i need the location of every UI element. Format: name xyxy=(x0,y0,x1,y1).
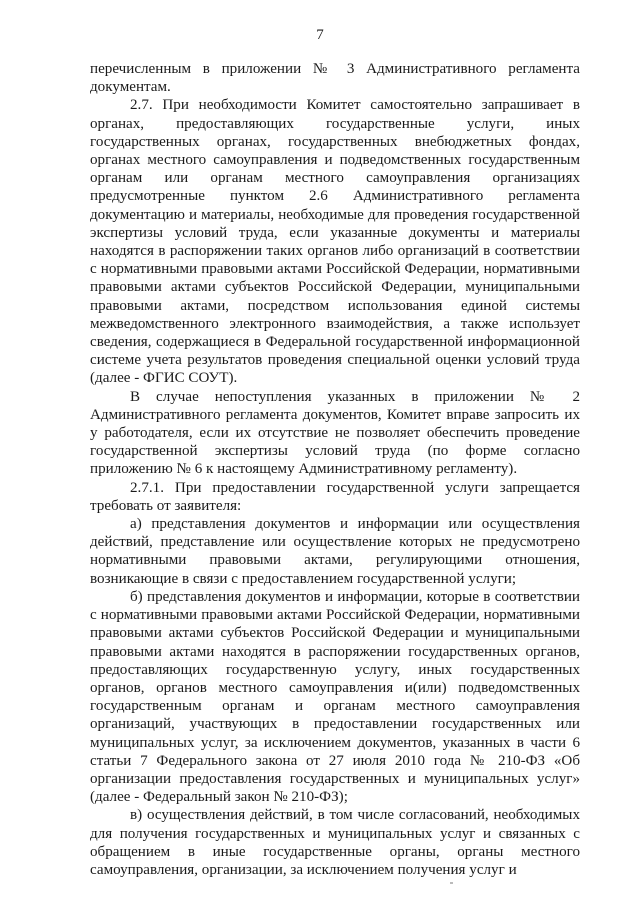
paragraph-item-v: в) осуществления действий, в том числе согласований, необходимых для получения государственных и муниципальных услуг и связанных с обращением в иные государственные органы, органы местного самоуправления, организации, за исключением получения услуг и xyxy=(90,807,580,878)
page-number: 7 xyxy=(316,27,324,43)
paragraph-item-b: б) представления документов и информации, которые в соответствии с нормативными правовыми актами Российской Федерации, нормативными правовыми актами субъектов Российской Федерации и муниципальными правовыми актами находятся в распоряжении государственных органов, предоставляющих государственную услугу, иных государственных органов, органов местного самоуправления и(или) подведомственных государственным органам и органам местного самоуправления организаций, участвующих в предоставлении государственных или муниципальных услуг, за исключением документов, указанных в части 6 статьи 7 Федерального закона от 27 июля 2010 года № 210-ФЗ «Об организации предоставления государственных и муниципальных услуг» (далее - Федеральный закон № 210-ФЗ); xyxy=(90,588,580,806)
document-body xyxy=(90,60,580,879)
paragraph-2-7: 2.7. При необходимости Комитет самостоятельно запрашивает в органах, предоставляющих государственные услуги, иных государственных органах, государственных внебюджетных фондах, органах местного самоуправления и подведомственных государственным органам или органам местного самоуправления организациях предусмотренные пунктом 2.6 Административного регламента документацию и материалы, необходимые для проведения государственной экспертизы условий труда, если указанные документы и материалы находятся в распоряжении таких органов либо организаций в соответствии с нормативными правовыми актами Российской Федерации, нормативными правовыми актами субъектов Российской Федерации, муниципальными правовыми актами, посредством использования единой системы межведомственного электронного взаимодействия, а также использует сведения, содержащиеся в Федеральной государственной информационной системе учета результатов проведения специальной оценки условий труда (далее - ФГИС СОУТ). xyxy=(90,97,580,387)
paragraph-continuation: перечисленным в приложении № 3 Административного регламента документам. xyxy=(90,61,580,96)
scan-speck xyxy=(450,882,453,884)
paragraph-2-7-1: 2.7.1. При предоставлении государственной услуги запрещается требовать от заявителя: xyxy=(90,479,580,514)
paragraph-item-a: а) представления документов и информации или осуществления действий, представление или осуществление которых не предусмотрено нормативными правовыми актами, регулирующими отношения, возникающие в связи с предоставлением государственной услуги; xyxy=(90,516,580,587)
paragraph-non-receipt: В случае непоступления указанных в приложении № 2 Административного регламента документов, Комитет вправе запросить их у работодателя, если их отсутствие не позволяет обеспечить проведение государственной экспертизы условий труда (по форме согласно приложению № 6 к настоящему Административному регламенту). xyxy=(90,388,580,478)
